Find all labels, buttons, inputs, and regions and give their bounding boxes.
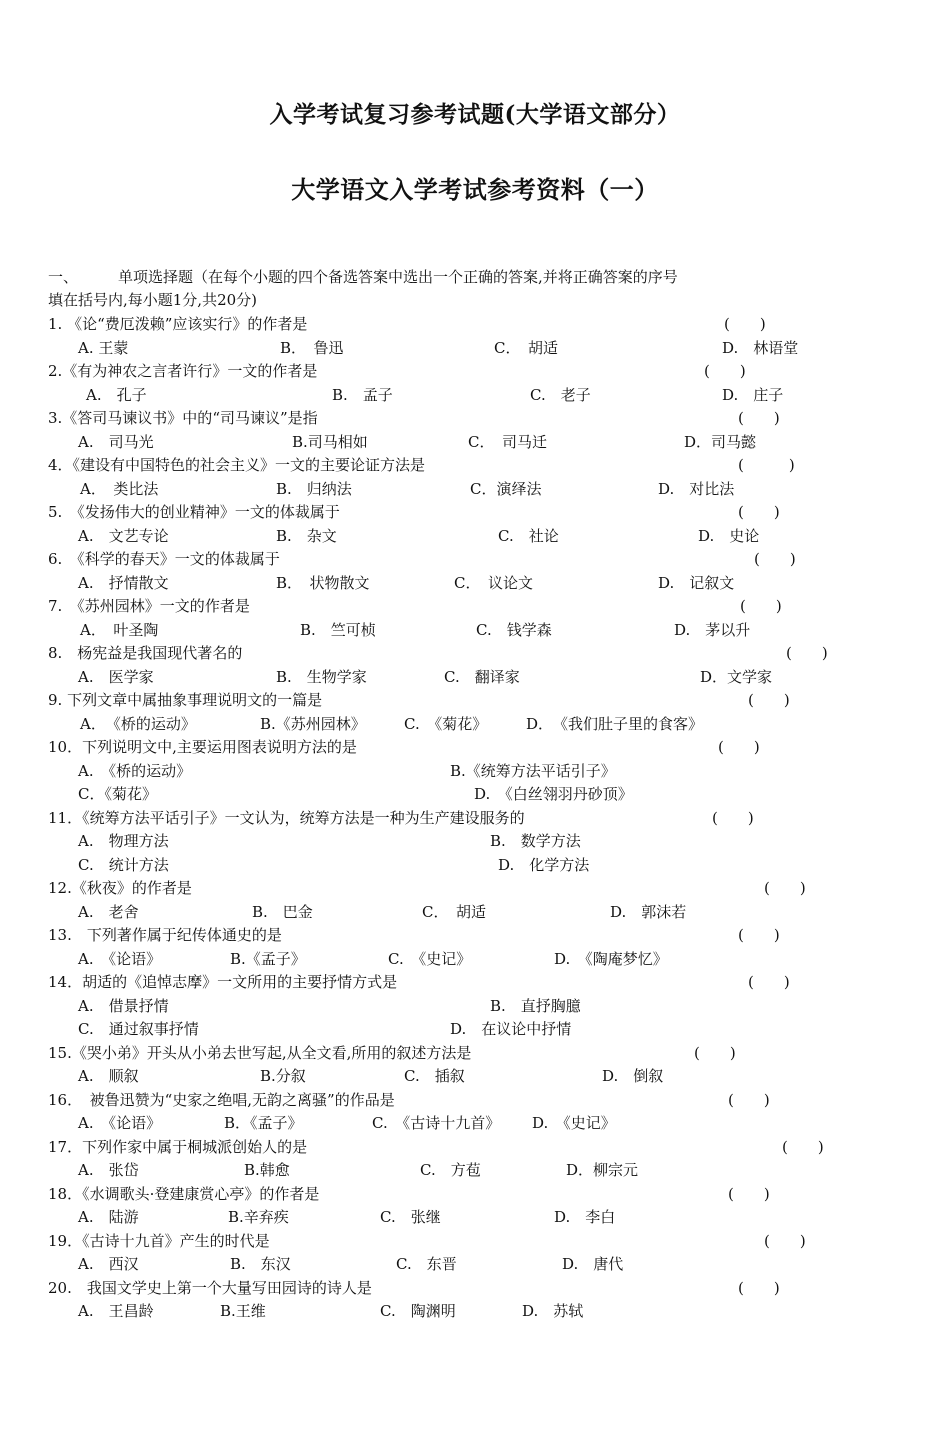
answer-blank[interactable]: ( ) (712, 808, 754, 827)
option-a[interactable]: A. 张岱 (78, 1161, 139, 1179)
option-b[interactable]: B. 东汉 (230, 1255, 291, 1273)
option-d[interactable]: D．司马懿 (684, 432, 757, 451)
answer-blank[interactable]: ( ) (728, 1090, 770, 1109)
question-text: 12.《秋夜》的作者是 (48, 879, 192, 897)
option-b[interactable]: B． 状物散文 (276, 573, 370, 592)
option-b[interactable]: B．《孟子》 (224, 1114, 303, 1132)
answer-blank[interactable]: ( ) (748, 691, 790, 709)
option-c[interactable]: C. 社论 (498, 526, 559, 545)
option-b[interactable]: B.《孟子》 (230, 949, 306, 968)
option-d[interactable]: D. 记叙文 (658, 573, 735, 592)
option-b[interactable]: B. 直抒胸臆 (490, 996, 581, 1015)
answer-blank[interactable]: ( ) (764, 1231, 806, 1250)
option-d[interactable]: D． 《我们肚子里的食客》 (526, 714, 704, 733)
answer-blank[interactable]: ( ) (740, 597, 782, 615)
option-a[interactable]: A. 老舍 (78, 902, 139, 921)
question-6 (48, 548, 908, 570)
question-13 (48, 924, 908, 946)
option-b[interactable]: B. 竺可桢 (300, 620, 376, 639)
option-a[interactable]: A. 西汉 (78, 1255, 139, 1273)
option-d[interactable]: D. 林语堂 (722, 338, 799, 357)
option-c[interactable]: C. 插叙 (404, 1067, 465, 1085)
question-text: 7. 《苏州园林》一文的作者是 (48, 597, 250, 615)
option-b[interactable]: B. 杂文 (276, 526, 337, 545)
option-row (48, 1065, 908, 1087)
option-b[interactable]: B. 生物学家 (276, 667, 367, 686)
question-text: 1. 《论“费厄泼赖”应该实行》的作者是 (48, 315, 308, 333)
section-instructions: 单项选择题（在每个小题的四个备选答案中选出一个正确的答案,并将正确答案的序号 (118, 268, 678, 286)
option-c[interactable]: C. 通过叙事抒情 (78, 1020, 199, 1038)
question-text: 3.《答司马谏议书》中的“司马谏议”是指 (48, 409, 318, 427)
question-20 (48, 1277, 908, 1299)
answer-blank[interactable]: ( ) (738, 409, 780, 427)
answer-blank[interactable]: ( ) (782, 1137, 824, 1156)
option-a[interactable]: A. 王蒙 (78, 338, 129, 357)
option-a[interactable]: A. 司马光 (78, 432, 154, 451)
question-text: 15.《哭小弟》开头从小弟去世写起,从全文看,所用的叙述方法是 (48, 1043, 472, 1062)
question-text: 18．《水调歌头·登建康赏心亭》的作者是 (48, 1184, 320, 1203)
option-c[interactable]: C. 统计方法 (78, 855, 169, 874)
option-b[interactable]: B.《苏州园林》 (260, 714, 366, 733)
option-b[interactable]: B.辛弃疾 (228, 1208, 289, 1226)
option-row (48, 525, 908, 547)
question-16 (48, 1089, 908, 1111)
option-c[interactable]: C. 《菊花》 (404, 714, 488, 733)
question-text: 16． 被鲁迅赞为“史家之绝唱,无韵之离骚”的作品是 (48, 1090, 395, 1109)
option-b[interactable]: B. 数学方法 (490, 832, 581, 850)
option-row (48, 431, 908, 453)
option-a[interactable]: A. 《论语》 (78, 1114, 162, 1132)
option-a[interactable]: A． 《桥的运动》 (80, 714, 196, 733)
document-subtitle: 大学语文入学考试参考资料（一） (291, 175, 659, 204)
option-c[interactable]: C．演绎法 (470, 479, 542, 498)
answer-blank[interactable]: ( ) (754, 550, 796, 568)
option-b[interactable]: B． 鲁迅 (280, 338, 344, 357)
question-text: 6. 《科学的春天》一文的体裁属于 (48, 550, 280, 568)
option-row (48, 384, 908, 406)
option-c[interactable]: C. 东晋 (396, 1255, 457, 1273)
question-18 (48, 1183, 908, 1205)
option-d[interactable]: D. 对比法 (658, 479, 735, 498)
option-row (48, 1206, 908, 1228)
question-text: 2.《有为神农之言者许行》一文的作者是 (48, 362, 318, 380)
question-text: 10．下列说明文中,主要运用图表说明方法的是 (48, 738, 357, 756)
option-a[interactable]: A. 借景抒情 (78, 996, 169, 1015)
option-a[interactable]: A. 孔子 (86, 385, 147, 404)
option-b[interactable]: B. 孟子 (332, 385, 393, 404)
option-row (48, 1300, 908, 1322)
option-a[interactable]: A. 《桥的运动》 (78, 761, 192, 780)
question-text: 9. 下列文章中属抽象事理说明文的一篇是 (48, 691, 323, 709)
answer-blank[interactable]: ( ) (728, 1184, 770, 1203)
question-text: 14．胡适的《追悼志摩》一文所用的主要抒情方式是 (48, 973, 398, 991)
question-2 (48, 360, 908, 382)
option-b[interactable]: B.分叙 (260, 1067, 306, 1085)
question-text: 11．《统筹方法平话引子》一文认为，统筹方法是一种为生产建设服务的 (48, 808, 525, 827)
answer-blank[interactable]: ( ) (738, 456, 795, 474)
question-12 (48, 877, 908, 899)
question-text: 13. 下列著作属于纪传体通史的是 (48, 926, 282, 944)
question-text: 5. 《发扬伟大的创业精神》一文的体裁属于 (48, 503, 340, 521)
question-9 (48, 689, 908, 711)
option-c[interactable]: C. 陶渊明 (380, 1302, 456, 1320)
question-14 (48, 971, 908, 993)
question-text: 20. 我国文学史上第一个大量写田园诗的诗人是 (48, 1278, 372, 1297)
option-a[interactable]: A. 抒情散文 (78, 573, 169, 592)
document-title: 入学考试复习参考试题(大学语文部分） (269, 101, 681, 128)
option-d[interactable]: D. 倒叙 (602, 1067, 664, 1085)
option-row (48, 478, 908, 500)
option-c[interactable]: C. 翻译家 (444, 667, 520, 686)
option-d[interactable]: D. 郭沫若 (610, 902, 687, 921)
option-row (48, 572, 908, 594)
option-c[interactable]: C. 张继 (380, 1208, 441, 1226)
option-b[interactable]: B. 巴金 (252, 902, 313, 921)
option-c[interactable]: C. 老子 (530, 385, 591, 404)
answer-blank[interactable]: ( ) (764, 879, 806, 897)
option-row (48, 948, 908, 970)
option-a[interactable]: A. 陆游 (78, 1208, 139, 1226)
question-7 (48, 595, 908, 617)
option-d[interactable]: D. 李白 (554, 1208, 616, 1226)
option-c[interactable]: C． 胡适 (494, 338, 558, 357)
question-text: 17．下列作家中属于桐城派创始人的是 (48, 1137, 308, 1156)
option-row (48, 760, 908, 782)
answer-blank[interactable]: ( ) (786, 644, 828, 662)
option-c[interactable]: C. 《史记》 (388, 949, 472, 968)
answer-blank[interactable]: ( ) (738, 1278, 780, 1297)
question-5 (48, 501, 908, 523)
option-c[interactable]: C. 《古诗十九首》 (372, 1114, 501, 1132)
option-row (48, 1253, 908, 1275)
option-row (48, 901, 908, 923)
answer-blank[interactable]: ( ) (738, 503, 780, 521)
option-d[interactable]: D. 茅以升 (674, 620, 751, 639)
option-b[interactable]: B.司马相如 (292, 432, 368, 451)
option-d[interactable]: D．柳宗元 (566, 1161, 639, 1179)
option-row (48, 783, 908, 805)
question-10 (48, 736, 908, 758)
answer-blank[interactable]: ( ) (704, 362, 746, 380)
option-c[interactable]: C． 胡适 (422, 902, 486, 921)
option-a[interactable]: A． 类比法 (80, 479, 159, 498)
option-d[interactable]: D. 庄子 (722, 385, 784, 404)
option-a[interactable]: A． 叶圣陶 (80, 620, 159, 639)
option-row (48, 1018, 908, 1040)
option-d[interactable]: D. 在议论中抒情 (450, 1020, 572, 1038)
option-c[interactable]: C． 议论文 (454, 573, 533, 592)
answer-blank[interactable]: ( ) (694, 1043, 736, 1062)
question-19 (48, 1230, 908, 1252)
option-c[interactable]: C．《菊花》 (78, 785, 157, 803)
question-text: 4．《建设有中国特色的社会主义》一文的主要论证方法是 (48, 456, 426, 474)
option-row (48, 1159, 908, 1181)
question-8 (48, 642, 908, 664)
option-row (48, 854, 908, 876)
option-b[interactable]: B.《统筹方法平话引子》 (450, 761, 616, 780)
option-b[interactable]: B. 归纳法 (276, 479, 352, 498)
option-row (48, 337, 908, 359)
question-3 (48, 407, 908, 429)
question-1 (48, 313, 908, 335)
question-11 (48, 807, 908, 829)
option-d[interactable]: D. 《白丝翎羽丹砂顶》 (474, 785, 633, 803)
option-b[interactable]: B.王维 (220, 1302, 266, 1320)
option-d[interactable]: D. 化学方法 (498, 855, 590, 874)
answer-blank[interactable]: ( ) (748, 973, 790, 991)
option-d[interactable]: D. 苏轼 (522, 1302, 584, 1320)
option-row (48, 713, 908, 735)
option-d[interactable]: D. 《陶庵梦忆》 (554, 949, 668, 968)
answer-blank[interactable]: ( ) (718, 738, 760, 756)
option-a[interactable]: A. 王昌龄 (78, 1302, 154, 1320)
answer-blank[interactable]: ( ) (738, 926, 780, 944)
section-number: 一、 (48, 268, 79, 286)
answer-blank[interactable]: ( ) (724, 315, 766, 333)
option-b[interactable]: B.韩愈 (244, 1161, 290, 1179)
option-row (48, 830, 908, 852)
question-text: 19．《古诗十九首》产生的时代是 (48, 1231, 270, 1250)
option-a[interactable]: A. 顺叙 (78, 1067, 139, 1085)
option-a[interactable]: A. 医学家 (78, 667, 154, 686)
option-d[interactable]: D. 唐代 (562, 1255, 624, 1273)
option-row (48, 1112, 908, 1134)
option-d[interactable]: D．文学家 (700, 667, 773, 686)
option-c[interactable]: C. 钱学森 (476, 620, 552, 639)
question-17 (48, 1136, 908, 1158)
option-d[interactable]: D. 史论 (698, 526, 760, 545)
option-row (48, 666, 908, 688)
option-a[interactable]: A. 文艺专论 (78, 526, 169, 545)
question-text: 8. 杨宪益是我国现代著名的 (48, 644, 243, 662)
option-a[interactable]: A. 《论语》 (78, 949, 162, 968)
option-c[interactable]: C． 司马迁 (468, 432, 547, 451)
option-row (48, 995, 908, 1017)
section-instructions-line2: 填在括号内,每小题1分,共20分) (48, 291, 258, 309)
question-4 (48, 454, 908, 476)
option-row (48, 619, 908, 641)
option-d[interactable]: D. 《史记》 (532, 1114, 616, 1132)
section-heading (48, 266, 678, 288)
option-a[interactable]: A. 物理方法 (78, 832, 169, 850)
option-c[interactable]: C. 方苞 (420, 1161, 481, 1179)
question-15 (48, 1042, 908, 1064)
